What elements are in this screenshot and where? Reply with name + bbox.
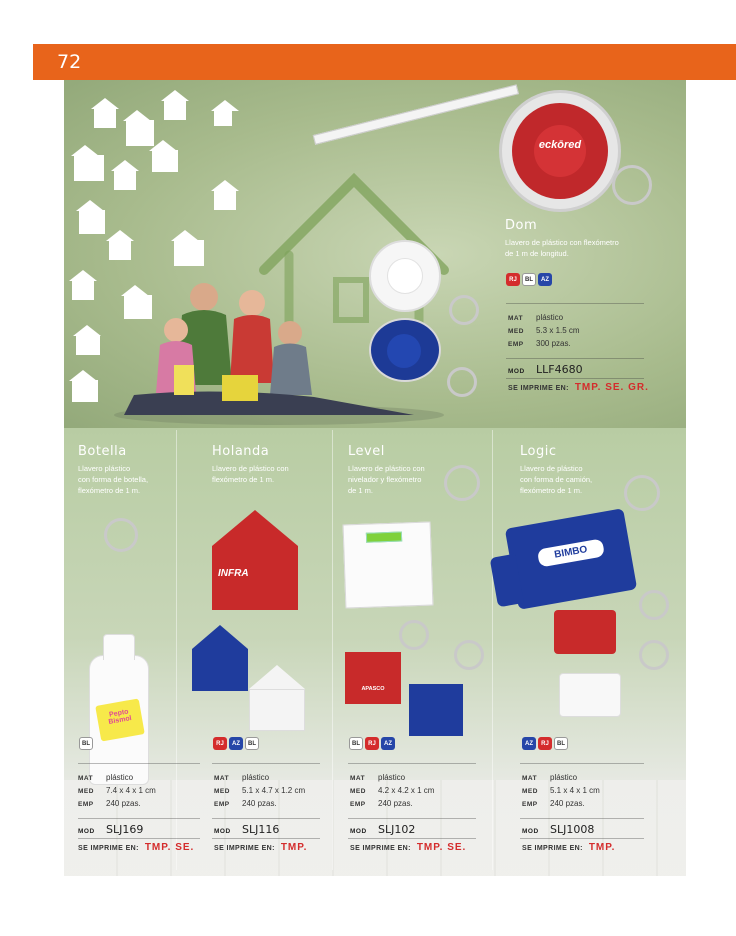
color-chip-white: BL: [79, 737, 93, 750]
dom-brand-logo: eckōred: [538, 139, 582, 151]
holanda-title: Holanda: [212, 444, 270, 459]
logic-red-product-image: [554, 610, 616, 654]
house-icon: [174, 240, 204, 266]
keyring-icon: [447, 367, 477, 397]
dom-specs: MAT plástico MED 5.3 x 1.5 cm EMP 300 pzas.: [508, 313, 580, 348]
keyring-icon: [624, 475, 660, 511]
keyring-icon: [639, 590, 669, 620]
color-chip-red: RJ: [538, 737, 552, 750]
house-icon: [114, 170, 136, 190]
logic-blue-product-image: [505, 508, 637, 610]
keyring-icon: [444, 465, 480, 501]
house-icon: [164, 100, 186, 120]
divider: [78, 838, 200, 839]
dom-red-product-image: [499, 90, 621, 212]
holanda-red-product-image: [212, 510, 298, 610]
divider: [506, 358, 644, 359]
botella-product-image: [89, 655, 149, 785]
color-chip-blue: AZ: [522, 737, 536, 750]
logic-model: MOD SLJ1008: [522, 823, 595, 836]
color-chip-red: RJ: [506, 273, 520, 286]
divider: [78, 763, 200, 764]
holanda-specs: MAT plástico MED 5.1 x 4.7 x 1.2 cm EMP 240 pzas.: [214, 773, 306, 808]
column-divider: [332, 430, 333, 870]
divider: [78, 818, 200, 819]
measuring-tape-strip: [313, 84, 519, 145]
holanda-print-methods: SE IMPRIME EN: TMP.: [214, 842, 308, 853]
column-divider: [492, 430, 493, 870]
botella-color-options: [79, 737, 93, 750]
botella-print-methods: SE IMPRIME EN: TMP. SE.: [78, 842, 195, 853]
color-chip-blue: AZ: [229, 737, 243, 750]
botella-title: Botella: [78, 444, 127, 459]
logic-title: Logic: [520, 444, 557, 459]
divider: [212, 838, 320, 839]
color-chip-white: BL: [554, 737, 568, 750]
dom-blue-product-image: [369, 318, 441, 382]
house-icon: [79, 210, 105, 234]
color-chip-red: RJ: [365, 737, 379, 750]
divider: [506, 378, 644, 379]
dom-model: MOD LLF4680: [508, 363, 583, 376]
level-description: Llavero de plástico con nivelador y flexómetro de 1 m.: [348, 464, 425, 495]
botella-description: Llavero plástico con forma de botella, flexómetro de 1 m.: [78, 464, 149, 495]
house-icon: [214, 110, 232, 126]
dom-title: Dom: [505, 218, 538, 233]
logic-print-methods: SE IMPRIME EN: TMP.: [522, 842, 616, 853]
level-color-options: [349, 737, 395, 750]
house-icon: [76, 335, 100, 355]
divider: [348, 838, 476, 839]
keyring-icon: [454, 640, 484, 670]
level-red-product-image: [345, 652, 401, 704]
divider: [212, 818, 320, 819]
logic-description: Llavero de plástico con forma de camión, flexómetro de 1 m.: [520, 464, 593, 495]
dom-print-methods: SE IMPRIME EN: TMP. SE. GR.: [508, 382, 649, 393]
divider: [506, 303, 644, 304]
color-chip-blue: AZ: [538, 273, 552, 286]
divider: [348, 818, 476, 819]
level-specs: MAT plástico MED 4.2 x 4.2 x 1 cm EMP 240 pzas.: [350, 773, 435, 808]
house-icon: [152, 150, 178, 172]
house-icon: [72, 280, 94, 300]
level-white-product-image: [343, 521, 434, 608]
color-chip-white: BL: [245, 737, 259, 750]
column-divider: [176, 430, 177, 870]
level-title: Level: [348, 444, 385, 459]
keyring-icon: [612, 165, 652, 205]
keyring-icon: [639, 640, 669, 670]
house-icon: [214, 190, 236, 210]
logic-specs: MAT plástico MED 5.1 x 4 x 1 cm EMP 240 pzas.: [522, 773, 600, 808]
house-icon: [109, 240, 131, 260]
dom-description: Llavero de plástico con flexómetro de 1 m de longitud.: [505, 238, 619, 258]
divider: [520, 838, 644, 839]
hero-photo: [64, 80, 686, 428]
holanda-blue-product-image: [192, 625, 248, 691]
keyring-icon: [104, 518, 138, 552]
level-print-methods: SE IMPRIME EN: TMP. SE.: [350, 842, 467, 853]
divider: [520, 818, 644, 819]
house-icon: [74, 155, 104, 181]
level-model: MOD SLJ102: [350, 823, 416, 836]
color-chip-white: BL: [349, 737, 363, 750]
logic-color-options: [522, 737, 568, 750]
keyring-icon: [449, 295, 479, 325]
color-chip-blue: AZ: [381, 737, 395, 750]
catalog-page: [64, 80, 686, 876]
keyring-icon: [399, 620, 429, 650]
botella-specs: MAT plástico MED 7.4 x 4 x 1 cm EMP 240 pzas.: [78, 773, 156, 808]
level-blue-product-image: [409, 684, 463, 736]
house-icon: [94, 108, 116, 128]
holanda-description: Llavero de plástico con flexómetro de 1 m.: [212, 464, 289, 484]
botella-brand-label: Pepto Bismol: [95, 698, 145, 741]
holanda-model: MOD SLJ116: [214, 823, 280, 836]
holanda-white-product-image: [249, 665, 305, 731]
dom-color-options: [506, 273, 552, 286]
logic-white-product-image: [559, 673, 621, 717]
botella-model: MOD SLJ169: [78, 823, 144, 836]
dom-white-product-image: [369, 240, 441, 312]
holanda-color-options: [213, 737, 259, 750]
page-number: 72: [57, 51, 82, 73]
color-chip-white: BL: [522, 273, 536, 286]
logic-brand-logo: BIMBO: [537, 538, 605, 567]
divider: [348, 763, 476, 764]
divider: [520, 763, 644, 764]
holanda-brand-logo: INFRA: [218, 568, 249, 579]
divider: [212, 763, 320, 764]
color-chip-red: RJ: [213, 737, 227, 750]
level-brand-logo: APASCO: [361, 686, 385, 692]
page-header-bar: [33, 44, 736, 80]
house-icon: [72, 380, 98, 402]
